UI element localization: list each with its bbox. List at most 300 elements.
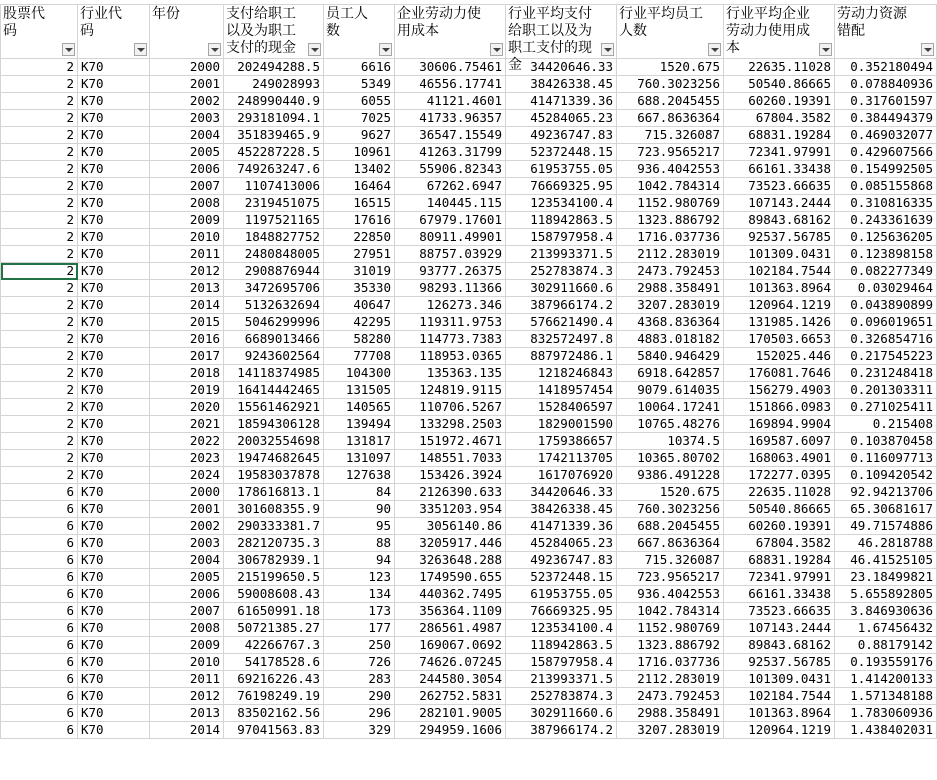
table-cell[interactable]: 110706.5267: [395, 399, 506, 416]
table-cell[interactable]: 178616813.1: [224, 484, 324, 501]
table-cell[interactable]: 294959.1606: [395, 722, 506, 739]
table-cell[interactable]: 726: [324, 654, 395, 671]
table-cell[interactable]: 13402: [324, 161, 395, 178]
table-cell[interactable]: 2009: [150, 212, 224, 229]
table-cell[interactable]: 1749590.655: [395, 569, 506, 586]
table-cell[interactable]: K70: [78, 603, 150, 620]
table-cell[interactable]: 49236747.83: [506, 127, 617, 144]
table-cell[interactable]: 50540.86665: [724, 501, 835, 518]
table-cell[interactable]: K70: [78, 705, 150, 722]
table-cell[interactable]: 715.326087: [617, 127, 724, 144]
column-header[interactable]: [617, 5, 724, 59]
table-cell[interactable]: 688.2045455: [617, 518, 724, 535]
table-cell[interactable]: 61953755.05: [506, 161, 617, 178]
table-cell[interactable]: 2: [1, 93, 78, 110]
table-cell[interactable]: 2017: [150, 348, 224, 365]
table-cell[interactable]: 67262.6947: [395, 178, 506, 195]
table-cell[interactable]: 0.201303311: [835, 382, 937, 399]
table-cell[interactable]: K70: [78, 93, 150, 110]
table-cell[interactable]: 2: [1, 246, 78, 263]
table-cell[interactable]: 213993371.5: [506, 671, 617, 688]
table-cell[interactable]: K70: [78, 637, 150, 654]
table-cell[interactable]: 6: [1, 705, 78, 722]
table-cell[interactable]: 16414442465: [224, 382, 324, 399]
table-cell[interactable]: 306782939.1: [224, 552, 324, 569]
table-cell[interactable]: 7025: [324, 110, 395, 127]
table-cell[interactable]: 0.243361639: [835, 212, 937, 229]
table-cell[interactable]: 0.429607566: [835, 144, 937, 161]
table-cell[interactable]: 84: [324, 484, 395, 501]
table-cell[interactable]: 45284065.23: [506, 110, 617, 127]
table-cell[interactable]: 68831.19284: [724, 127, 835, 144]
table-cell[interactable]: 5349: [324, 76, 395, 93]
table-cell[interactable]: K70: [78, 620, 150, 637]
table-cell[interactable]: 2: [1, 365, 78, 382]
table-cell[interactable]: 90: [324, 501, 395, 518]
table-cell[interactable]: 9079.614035: [617, 382, 724, 399]
table-cell[interactable]: 46.41525105: [835, 552, 937, 569]
table-cell[interactable]: 2: [1, 280, 78, 297]
table-cell[interactable]: 119311.9753: [395, 314, 506, 331]
filter-dropdown-icon[interactable]: [308, 43, 321, 56]
table-cell[interactable]: 2008: [150, 620, 224, 637]
table-cell[interactable]: 10064.17241: [617, 399, 724, 416]
table-cell[interactable]: 120964.1219: [724, 722, 835, 739]
table-cell[interactable]: K70: [78, 314, 150, 331]
table-cell[interactable]: K70: [78, 382, 150, 399]
table-cell[interactable]: 140445.115: [395, 195, 506, 212]
table-cell[interactable]: 22635.11028: [724, 484, 835, 501]
table-cell[interactable]: 102184.7544: [724, 688, 835, 705]
table-cell[interactable]: 0.03029464: [835, 280, 937, 297]
table-cell[interactable]: 101309.0431: [724, 671, 835, 688]
table-cell[interactable]: 2008: [150, 195, 224, 212]
table-cell[interactable]: 2012: [150, 263, 224, 280]
table-cell[interactable]: 2002: [150, 93, 224, 110]
table-cell[interactable]: 41471339.36: [506, 93, 617, 110]
table-cell[interactable]: 17616: [324, 212, 395, 229]
table-cell[interactable]: 69216226.43: [224, 671, 324, 688]
table-cell[interactable]: K70: [78, 229, 150, 246]
table-cell[interactable]: 2019: [150, 382, 224, 399]
table-cell[interactable]: 38426338.45: [506, 501, 617, 518]
table-cell[interactable]: 0.096019651: [835, 314, 937, 331]
filter-dropdown-icon[interactable]: [490, 43, 503, 56]
table-cell[interactable]: 760.3023256: [617, 501, 724, 518]
table-cell[interactable]: K70: [78, 365, 150, 382]
table-cell[interactable]: 89843.68162: [724, 637, 835, 654]
table-cell[interactable]: 252783874.3: [506, 263, 617, 280]
table-cell[interactable]: 131097: [324, 450, 395, 467]
table-cell[interactable]: 2: [1, 263, 78, 280]
table-cell[interactable]: 2: [1, 467, 78, 484]
table-cell[interactable]: 760.3023256: [617, 76, 724, 93]
table-cell[interactable]: K70: [78, 484, 150, 501]
table-cell[interactable]: K70: [78, 263, 150, 280]
table-cell[interactable]: 67804.3582: [724, 110, 835, 127]
table-cell[interactable]: 126273.346: [395, 297, 506, 314]
table-cell[interactable]: 2004: [150, 127, 224, 144]
table-cell[interactable]: K70: [78, 280, 150, 297]
table-cell[interactable]: 6918.642857: [617, 365, 724, 382]
table-cell[interactable]: 2000: [150, 484, 224, 501]
column-header[interactable]: [150, 5, 224, 59]
table-cell[interactable]: 104300: [324, 365, 395, 382]
table-cell[interactable]: 27951: [324, 246, 395, 263]
table-cell[interactable]: 34420646.33: [506, 59, 617, 76]
table-cell[interactable]: 88: [324, 535, 395, 552]
table-cell[interactable]: 2908876944: [224, 263, 324, 280]
table-cell[interactable]: 4368.836364: [617, 314, 724, 331]
table-cell[interactable]: 1.571348188: [835, 688, 937, 705]
table-cell[interactable]: 6: [1, 637, 78, 654]
table-cell[interactable]: 114773.7383: [395, 331, 506, 348]
table-cell[interactable]: 0.231248418: [835, 365, 937, 382]
table-cell[interactable]: 61953755.05: [506, 586, 617, 603]
table-cell[interactable]: 5046299996: [224, 314, 324, 331]
filter-dropdown-icon[interactable]: [208, 43, 221, 56]
table-cell[interactable]: 92537.56785: [724, 229, 835, 246]
table-cell[interactable]: 45284065.23: [506, 535, 617, 552]
table-cell[interactable]: 2003: [150, 535, 224, 552]
table-cell[interactable]: 10765.48276: [617, 416, 724, 433]
table-cell[interactable]: K70: [78, 433, 150, 450]
table-cell[interactable]: 50721385.27: [224, 620, 324, 637]
table-cell[interactable]: 1197521165: [224, 212, 324, 229]
table-cell[interactable]: 131817: [324, 433, 395, 450]
table-cell[interactable]: 282120735.3: [224, 535, 324, 552]
table-cell[interactable]: 0.215408: [835, 416, 937, 433]
table-cell[interactable]: 3207.283019: [617, 297, 724, 314]
table-cell[interactable]: 2001: [150, 501, 224, 518]
table-cell[interactable]: 2014: [150, 297, 224, 314]
table-cell[interactable]: 52372448.15: [506, 569, 617, 586]
table-cell[interactable]: 1716.037736: [617, 654, 724, 671]
table-cell[interactable]: 66161.33438: [724, 161, 835, 178]
table-cell[interactable]: K70: [78, 450, 150, 467]
table-cell[interactable]: 2: [1, 382, 78, 399]
table-cell[interactable]: 67804.3582: [724, 535, 835, 552]
table-cell[interactable]: 173: [324, 603, 395, 620]
table-cell[interactable]: 135363.135: [395, 365, 506, 382]
table-cell[interactable]: 3.846930636: [835, 603, 937, 620]
table-cell[interactable]: 49.71574886: [835, 518, 937, 535]
table-cell[interactable]: 0.310816335: [835, 195, 937, 212]
table-cell[interactable]: 61650991.18: [224, 603, 324, 620]
table-cell[interactable]: 60260.19391: [724, 93, 835, 110]
table-cell[interactable]: 77708: [324, 348, 395, 365]
column-header[interactable]: [224, 5, 324, 59]
column-header[interactable]: [78, 5, 150, 59]
table-cell[interactable]: 6: [1, 603, 78, 620]
table-cell[interactable]: 6: [1, 552, 78, 569]
table-cell[interactable]: 151972.4671: [395, 433, 506, 450]
table-cell[interactable]: 213993371.5: [506, 246, 617, 263]
table-cell[interactable]: 0.085155868: [835, 178, 937, 195]
table-cell[interactable]: K70: [78, 467, 150, 484]
table-cell[interactable]: K70: [78, 671, 150, 688]
table-cell[interactable]: 832572497.8: [506, 331, 617, 348]
table-cell[interactable]: 19474682645: [224, 450, 324, 467]
table-cell[interactable]: 1042.784314: [617, 178, 724, 195]
table-cell[interactable]: K70: [78, 212, 150, 229]
table-cell[interactable]: 5132632694: [224, 297, 324, 314]
table-cell[interactable]: 172277.0395: [724, 467, 835, 484]
table-cell[interactable]: 2006: [150, 586, 224, 603]
table-cell[interactable]: 1107413006: [224, 178, 324, 195]
table-cell[interactable]: 2002: [150, 518, 224, 535]
table-cell[interactable]: 2000: [150, 59, 224, 76]
table-cell[interactable]: 6689013466: [224, 331, 324, 348]
table-cell[interactable]: 41471339.36: [506, 518, 617, 535]
table-cell[interactable]: 0.384494379: [835, 110, 937, 127]
table-cell[interactable]: K70: [78, 399, 150, 416]
table-cell[interactable]: 67979.17601: [395, 212, 506, 229]
table-cell[interactable]: 5.655892805: [835, 586, 937, 603]
table-cell[interactable]: 2: [1, 127, 78, 144]
table-cell[interactable]: 2003: [150, 110, 224, 127]
table-cell[interactable]: 2013: [150, 280, 224, 297]
table-cell[interactable]: 302911660.6: [506, 280, 617, 297]
table-cell[interactable]: 46556.17741: [395, 76, 506, 93]
table-cell[interactable]: 177: [324, 620, 395, 637]
table-cell[interactable]: 88757.03929: [395, 246, 506, 263]
filter-dropdown-icon[interactable]: [62, 43, 75, 56]
table-cell[interactable]: 3205917.446: [395, 535, 506, 552]
table-cell[interactable]: 1759386657: [506, 433, 617, 450]
table-cell[interactable]: 118942863.5: [506, 212, 617, 229]
table-cell[interactable]: 6: [1, 501, 78, 518]
filter-dropdown-icon[interactable]: [708, 43, 721, 56]
table-cell[interactable]: K70: [78, 178, 150, 195]
table-cell[interactable]: 723.9565217: [617, 144, 724, 161]
table-cell[interactable]: 2988.358491: [617, 280, 724, 297]
table-cell[interactable]: K70: [78, 535, 150, 552]
table-cell[interactable]: 2: [1, 212, 78, 229]
table-cell[interactable]: 667.8636364: [617, 535, 724, 552]
table-cell[interactable]: 452287228.5: [224, 144, 324, 161]
table-cell[interactable]: 1617076920: [506, 467, 617, 484]
table-cell[interactable]: 1418957454: [506, 382, 617, 399]
table-cell[interactable]: 89843.68162: [724, 212, 835, 229]
table-cell[interactable]: 0.154992505: [835, 161, 937, 178]
table-cell[interactable]: 2007: [150, 603, 224, 620]
table-cell[interactable]: 2013: [150, 705, 224, 722]
table-cell[interactable]: 2319451075: [224, 195, 324, 212]
table-cell[interactable]: 9627: [324, 127, 395, 144]
table-cell[interactable]: 1.414200133: [835, 671, 937, 688]
table-cell[interactable]: 49236747.83: [506, 552, 617, 569]
table-cell[interactable]: 2: [1, 195, 78, 212]
table-cell[interactable]: 2004: [150, 552, 224, 569]
table-cell[interactable]: 41121.4601: [395, 93, 506, 110]
table-cell[interactable]: 42266767.3: [224, 637, 324, 654]
table-cell[interactable]: 302911660.6: [506, 705, 617, 722]
table-cell[interactable]: 2473.792453: [617, 263, 724, 280]
table-cell[interactable]: 0.043890899: [835, 297, 937, 314]
table-cell[interactable]: 107143.2444: [724, 620, 835, 637]
table-cell[interactable]: 124819.9115: [395, 382, 506, 399]
table-cell[interactable]: 329: [324, 722, 395, 739]
table-cell[interactable]: 92537.56785: [724, 654, 835, 671]
table-cell[interactable]: K70: [78, 127, 150, 144]
table-cell[interactable]: 3056140.86: [395, 518, 506, 535]
table-cell[interactable]: 6: [1, 722, 78, 739]
table-cell[interactable]: 41263.31799: [395, 144, 506, 161]
table-cell[interactable]: 168063.4901: [724, 450, 835, 467]
table-cell[interactable]: 2014: [150, 722, 224, 739]
table-cell[interactable]: 1152.980769: [617, 195, 724, 212]
table-cell[interactable]: 2: [1, 433, 78, 450]
table-cell[interactable]: 576621490.4: [506, 314, 617, 331]
table-cell[interactable]: 176081.7646: [724, 365, 835, 382]
table-cell[interactable]: 16464: [324, 178, 395, 195]
table-cell[interactable]: 2: [1, 76, 78, 93]
table-cell[interactable]: 0.271025411: [835, 399, 937, 416]
table-cell[interactable]: 1218246843: [506, 365, 617, 382]
table-cell[interactable]: 5840.946429: [617, 348, 724, 365]
table-cell[interactable]: 3263648.288: [395, 552, 506, 569]
table-cell[interactable]: 38426338.45: [506, 76, 617, 93]
table-cell[interactable]: 1.67456432: [835, 620, 937, 637]
table-cell[interactable]: 10961: [324, 144, 395, 161]
table-cell[interactable]: 139494: [324, 416, 395, 433]
table-cell[interactable]: 140565: [324, 399, 395, 416]
table-cell[interactable]: 101363.8964: [724, 280, 835, 297]
table-cell[interactable]: 723.9565217: [617, 569, 724, 586]
table-cell[interactable]: 0.217545223: [835, 348, 937, 365]
table-cell[interactable]: 356364.1109: [395, 603, 506, 620]
table-cell[interactable]: 667.8636364: [617, 110, 724, 127]
table-cell[interactable]: 215199650.5: [224, 569, 324, 586]
table-cell[interactable]: 2473.792453: [617, 688, 724, 705]
table-cell[interactable]: 14118374985: [224, 365, 324, 382]
column-header[interactable]: [324, 5, 395, 59]
table-cell[interactable]: 1152.980769: [617, 620, 724, 637]
column-header[interactable]: [395, 5, 506, 59]
table-cell[interactable]: 2009: [150, 637, 224, 654]
table-cell[interactable]: 18594306128: [224, 416, 324, 433]
table-cell[interactable]: 4883.018182: [617, 331, 724, 348]
table-cell[interactable]: 76198249.19: [224, 688, 324, 705]
table-cell[interactable]: 6616: [324, 59, 395, 76]
table-cell[interactable]: 118942863.5: [506, 637, 617, 654]
table-cell[interactable]: 72341.97991: [724, 569, 835, 586]
filter-dropdown-icon[interactable]: [921, 43, 934, 56]
table-cell[interactable]: 83502162.56: [224, 705, 324, 722]
table-cell[interactable]: 118953.0365: [395, 348, 506, 365]
table-cell[interactable]: 169587.6097: [724, 433, 835, 450]
table-cell[interactable]: 6: [1, 535, 78, 552]
table-cell[interactable]: K70: [78, 552, 150, 569]
table-cell[interactable]: 68831.19284: [724, 552, 835, 569]
table-cell[interactable]: 290333381.7: [224, 518, 324, 535]
table-cell[interactable]: 351839465.9: [224, 127, 324, 144]
table-cell[interactable]: 10374.5: [617, 433, 724, 450]
table-cell[interactable]: 715.326087: [617, 552, 724, 569]
table-cell[interactable]: 2480848005: [224, 246, 324, 263]
table-cell[interactable]: 2: [1, 314, 78, 331]
table-cell[interactable]: 101309.0431: [724, 246, 835, 263]
table-cell[interactable]: 887972486.1: [506, 348, 617, 365]
table-cell[interactable]: 41733.96357: [395, 110, 506, 127]
table-cell[interactable]: 749263247.6: [224, 161, 324, 178]
table-cell[interactable]: 688.2045455: [617, 93, 724, 110]
table-cell[interactable]: 293181094.1: [224, 110, 324, 127]
table-cell[interactable]: 3472695706: [224, 280, 324, 297]
table-cell[interactable]: 296: [324, 705, 395, 722]
table-cell[interactable]: 54178528.6: [224, 654, 324, 671]
table-cell[interactable]: 6055: [324, 93, 395, 110]
table-cell[interactable]: 2126390.633: [395, 484, 506, 501]
table-cell[interactable]: K70: [78, 59, 150, 76]
table-cell[interactable]: 6: [1, 654, 78, 671]
table-cell[interactable]: 2: [1, 399, 78, 416]
table-cell[interactable]: 2018: [150, 365, 224, 382]
filter-dropdown-icon[interactable]: [379, 43, 392, 56]
table-cell[interactable]: 2020: [150, 399, 224, 416]
table-cell[interactable]: 283: [324, 671, 395, 688]
table-cell[interactable]: 131505: [324, 382, 395, 399]
table-cell[interactable]: 6: [1, 620, 78, 637]
table-cell[interactable]: 6: [1, 671, 78, 688]
table-cell[interactable]: 2021: [150, 416, 224, 433]
table-cell[interactable]: 2112.283019: [617, 246, 724, 263]
table-cell[interactable]: 58280: [324, 331, 395, 348]
column-header[interactable]: [1, 5, 78, 59]
table-cell[interactable]: 248990440.9: [224, 93, 324, 110]
table-cell[interactable]: 97041563.83: [224, 722, 324, 739]
table-cell[interactable]: 123534100.4: [506, 620, 617, 637]
table-cell[interactable]: 2: [1, 416, 78, 433]
table-cell[interactable]: 1323.886792: [617, 637, 724, 654]
table-cell[interactable]: 60260.19391: [724, 518, 835, 535]
table-cell[interactable]: 22850: [324, 229, 395, 246]
table-cell[interactable]: 30606.75461: [395, 59, 506, 76]
table-cell[interactable]: 123: [324, 569, 395, 586]
table-cell[interactable]: 2007: [150, 178, 224, 195]
table-cell[interactable]: 1829001590: [506, 416, 617, 433]
table-cell[interactable]: 2023: [150, 450, 224, 467]
table-cell[interactable]: 152025.446: [724, 348, 835, 365]
table-cell[interactable]: 76669325.95: [506, 178, 617, 195]
table-cell[interactable]: 2012: [150, 688, 224, 705]
table-cell[interactable]: 0.352180494: [835, 59, 937, 76]
table-cell[interactable]: K70: [78, 161, 150, 178]
table-cell[interactable]: 2: [1, 450, 78, 467]
table-cell[interactable]: 2: [1, 229, 78, 246]
table-cell[interactable]: 387966174.2: [506, 722, 617, 739]
table-cell[interactable]: 1.783060936: [835, 705, 937, 722]
filter-dropdown-icon[interactable]: [601, 43, 614, 56]
table-cell[interactable]: K70: [78, 144, 150, 161]
table-cell[interactable]: 1.438402031: [835, 722, 937, 739]
table-cell[interactable]: 120964.1219: [724, 297, 835, 314]
table-cell[interactable]: K70: [78, 688, 150, 705]
table-cell[interactable]: 0.078840936: [835, 76, 937, 93]
table-cell[interactable]: 73523.66635: [724, 178, 835, 195]
table-cell[interactable]: 0.125636205: [835, 229, 937, 246]
table-cell[interactable]: K70: [78, 297, 150, 314]
table-cell[interactable]: 2005: [150, 144, 224, 161]
table-cell[interactable]: 50540.86665: [724, 76, 835, 93]
table-cell[interactable]: 1323.886792: [617, 212, 724, 229]
table-cell[interactable]: 2988.358491: [617, 705, 724, 722]
table-cell[interactable]: 16515: [324, 195, 395, 212]
table-cell[interactable]: K70: [78, 348, 150, 365]
table-cell[interactable]: 262752.5831: [395, 688, 506, 705]
table-cell[interactable]: 98293.11366: [395, 280, 506, 297]
